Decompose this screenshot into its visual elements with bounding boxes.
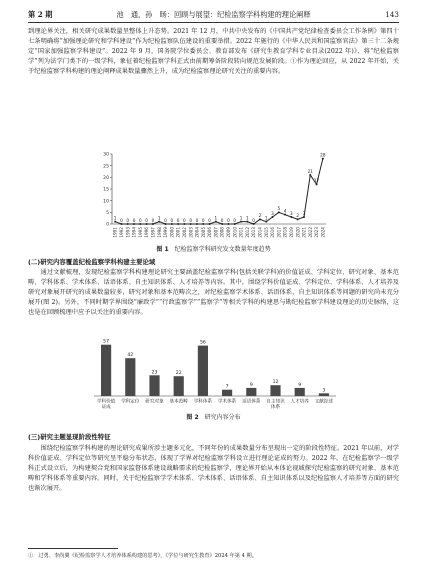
x-tick-label: 2016 xyxy=(270,227,276,238)
data-label: 2 xyxy=(258,213,262,219)
y-tick-label: 0 xyxy=(106,222,109,228)
category-label: 人才培养 xyxy=(290,399,309,405)
data-label: 0 xyxy=(151,217,155,223)
bar-value-label: 3 xyxy=(322,388,326,394)
paragraph-intro: 到理论界关注，相关研究成果数量呈整体上升态势。2021 年 12 月，中共中央发布的《中国共产党纪律检查委员会工作条例》第四十七条明确将“加强理论研究和学科建设”作为纪检监察队伍建设的重要举措。2022 年施行的《中华人民共和国监察官法》第三十二条规定“国家加强监察学科建设”。2022 年 9 月，国务院学位委员会、教育部发布《研究生教育学科专业目录(2022 年)》，将“纪检监察学”列为法学门类下的一级学科，象征着纪检监察学科正式由前期筹备阶段转向规范发展阶段。①作为理论回应，从 2022 年开始，关于纪检监察学科构建的理论阐释成果数量骤然上升，成为纪检监察理论研究关注的重要内容。 xyxy=(28,28,399,75)
data-label: 0 xyxy=(164,217,167,223)
bar xyxy=(149,375,159,396)
x-tick-label: 2017 xyxy=(276,227,282,238)
data-label: 1 xyxy=(245,215,249,221)
data-label: 0 xyxy=(227,217,230,223)
data-point xyxy=(202,223,204,225)
data-label: 0 xyxy=(183,217,186,223)
x-tick-label: 2009 xyxy=(226,227,232,238)
data-label: 1 xyxy=(113,215,117,221)
data-label: 17 xyxy=(313,178,320,184)
data-point xyxy=(146,223,148,225)
x-tick-label: 1999 xyxy=(163,227,169,238)
data-label: 0 xyxy=(195,217,199,223)
data-point xyxy=(209,223,211,225)
bar-value-label: 23 xyxy=(151,370,158,376)
x-tick-label: 2014 xyxy=(257,227,263,238)
paragraph-content-coverage: 通过文献梳理，发现纪检监察学科构建理论研究主要涵盖纪检监察学科(包括关联学科)的价值证成、学科定位、研究对象、基本范畴、学科体系、学术体系、话语体系、自主知识体系、人才培养等内容。其中，围绕学科价值证成、学科定位、学科体系、人才培养及研究对象展开研究的成果数量较多，研究对象和基本范畴次之，对纪检监察学术体系、话语体系、自主知识体系等问题的研究尚未充分展开(图 2)。另外，不同时期学界围绕“廉政学”“行政监察学”“监察学”等相关学科的构建思与勘纪检监察学科建设理论的历史脉络，这也是在回顾梳理中应予以关注的重要内容。 xyxy=(28,269,399,316)
x-tick-label: 2022 xyxy=(307,227,313,238)
category-label: 学科定位 xyxy=(121,399,140,405)
running-header xyxy=(28,8,399,23)
x-tick-label: 1998 xyxy=(156,227,162,238)
issue-number: 第 2 期 xyxy=(28,10,53,19)
bar-value-label: 57 xyxy=(103,339,110,345)
x-tick-label: 2011 xyxy=(238,227,244,238)
x-tick-label: 2020 xyxy=(295,227,301,238)
data-label: 0 xyxy=(189,217,193,223)
figure-1-title: 纪检监察学科研究发文数量年度趋势 xyxy=(174,246,271,253)
x-tick-label: 2002 xyxy=(181,227,187,238)
category-label: 学科价值 xyxy=(96,399,116,405)
data-label: 0 xyxy=(138,217,142,223)
running-title: 池 通，孙 旸：回顾与展望：纪检监察学科构建的理论阐释 xyxy=(116,10,311,19)
figure-2-bar-chart xyxy=(86,334,344,414)
data-label: 0 xyxy=(145,217,148,223)
data-point xyxy=(165,223,167,225)
data-point xyxy=(171,223,173,225)
bar xyxy=(319,393,329,396)
paragraph-stage-features: 围绕纪检监察学科构建的理论研究成果所涉主题多元化，不同年份的成果数量分布呈现出一定的阶段性特征。2021 年以前，对学科价值证成、学科定位等研究呈平稳分布状态，体现了学界对纪检监察学科设立进行理论证成的努力。2022 年，在纪检监察学一级学科正式设立后，为构建契合党和国家监督体系建设战略需求的纪检监察学，理论界开始从本体论视域探究纪检监察的研究对象、基本范畴和学科体系等重要内容。同时，关于纪检监察学学术体系、学术体系、话语体系、自主知识体系以及纪检监察人才培养等方面的研究也渐次展开。 xyxy=(28,445,399,492)
figure-1-number: 图 1 xyxy=(156,246,169,253)
data-label: 4 xyxy=(283,208,287,214)
data-point xyxy=(183,223,185,225)
bar-value-label: 9 xyxy=(249,382,253,388)
x-tick-label: 2000 xyxy=(169,227,175,238)
bar xyxy=(101,345,111,396)
data-point xyxy=(114,221,116,223)
data-point xyxy=(227,223,229,225)
data-point xyxy=(272,216,274,218)
data-point xyxy=(127,223,129,225)
x-tick-label: 2013 xyxy=(251,227,257,238)
bar xyxy=(246,388,256,396)
x-tick-label: 1997 xyxy=(150,227,156,238)
data-point xyxy=(297,218,299,220)
data-label: 0 xyxy=(220,217,224,223)
x-tick-label: 2008 xyxy=(219,227,225,238)
x-tick-label: 1991 xyxy=(112,227,118,238)
x-tick-label: 1994 xyxy=(131,227,137,238)
bar xyxy=(222,390,232,396)
x-tick-label: 2018 xyxy=(282,227,288,238)
data-point xyxy=(284,214,286,216)
figure-2-caption xyxy=(0,412,427,421)
x-tick-label: 1992 xyxy=(119,227,125,238)
data-point xyxy=(196,223,198,225)
bar-value-label: 7 xyxy=(225,384,229,390)
y-tick-label: 5 xyxy=(106,210,109,216)
x-tick-label: 2019 xyxy=(288,227,294,238)
data-point xyxy=(303,216,305,218)
x-tick-label: 1995 xyxy=(137,227,143,238)
data-label: 0 xyxy=(208,217,211,223)
bar-value-label: 12 xyxy=(272,380,279,386)
x-tick-label: 2015 xyxy=(263,227,269,238)
figure-2-title: 研究内容分布 xyxy=(204,414,241,421)
page-number: 143 xyxy=(385,10,399,19)
footnote: ① 过勇、李尚翼《纪检监察学人才培养体系构建的思考》，《学位与研究生教育》2024 年第 4 期。 xyxy=(28,553,257,559)
data-label: 5 xyxy=(277,206,281,212)
category-label: 文献综述 xyxy=(314,399,334,405)
data-label: 1 xyxy=(157,215,161,221)
y-tick-label: 20 xyxy=(103,175,109,181)
bar-value-label: 22 xyxy=(175,371,182,377)
bar xyxy=(295,388,305,396)
data-label: 0 xyxy=(132,217,136,223)
bar xyxy=(174,376,184,396)
bar-value-label: 56 xyxy=(199,340,206,346)
data-point xyxy=(120,223,122,225)
data-label: 3 xyxy=(302,210,306,216)
y-tick-label: 25 xyxy=(103,164,109,170)
x-tick-label: 2010 xyxy=(232,227,238,238)
data-point xyxy=(322,158,324,160)
x-tick-label: 2007 xyxy=(213,227,219,238)
section-heading-2: (二)研究内容覆盖纪检监察学科构建主要论域 xyxy=(28,258,156,266)
x-tick-label: 1993 xyxy=(125,227,131,238)
data-point xyxy=(152,223,154,225)
data-point xyxy=(259,218,261,220)
bar-value-label: 42 xyxy=(127,353,134,359)
data-point xyxy=(177,223,179,225)
figure-1-caption xyxy=(0,244,427,253)
data-point xyxy=(234,223,236,225)
x-tick-label: 2024 xyxy=(320,227,326,238)
category-label: 体系 xyxy=(270,405,281,411)
data-point xyxy=(133,223,135,225)
figure-2-number: 图 2 xyxy=(186,414,199,421)
data-point xyxy=(215,221,217,223)
data-label: 1 xyxy=(214,215,218,221)
category-label: 学科体系 xyxy=(193,399,213,405)
data-point xyxy=(290,216,292,218)
bar xyxy=(198,346,208,396)
data-point xyxy=(158,221,160,223)
data-label: 3 xyxy=(271,210,274,216)
category-label: 学术体系 xyxy=(217,399,237,405)
data-label: 1 xyxy=(239,215,243,221)
bar xyxy=(125,358,135,396)
data-point xyxy=(265,221,267,223)
category-label: 基本范畴 xyxy=(169,399,188,405)
data-point xyxy=(139,223,141,225)
x-tick-label: 2023 xyxy=(314,227,320,238)
x-tick-label: 2004 xyxy=(194,227,200,238)
data-point xyxy=(246,221,248,223)
x-tick-label: 2001 xyxy=(175,227,181,238)
x-tick-label: 2005 xyxy=(200,227,206,238)
data-label: 21 xyxy=(307,168,313,174)
data-label: 0 xyxy=(233,217,237,223)
x-tick-label: 2003 xyxy=(188,227,194,238)
footnote-rule xyxy=(28,548,118,549)
data-label: 0 xyxy=(252,217,255,223)
data-point xyxy=(316,183,318,185)
category-label: 研究对象 xyxy=(145,399,164,405)
x-tick-label: 2012 xyxy=(244,227,250,238)
data-label: 0 xyxy=(126,217,130,223)
category-label: 话语体系 xyxy=(242,399,261,405)
section-heading-3: (三)研究主题显现阶段性特征 xyxy=(28,433,111,441)
x-tick-label: 2021 xyxy=(301,227,307,238)
x-tick-label: 2006 xyxy=(207,227,213,238)
y-tick-label: 30 xyxy=(103,152,109,158)
y-tick-label: 10 xyxy=(103,199,109,205)
x-tick-label: 1996 xyxy=(144,227,150,238)
data-label: 0 xyxy=(201,217,205,223)
data-point xyxy=(278,211,280,213)
category-label: 证成 xyxy=(101,405,111,411)
data-label: 0 xyxy=(170,217,174,223)
data-point xyxy=(240,221,242,223)
data-label: 3 xyxy=(290,210,293,216)
data-point xyxy=(221,223,223,225)
data-label: 1 xyxy=(264,215,268,221)
bar xyxy=(270,385,280,396)
figure-1-line-chart xyxy=(96,148,332,248)
bar-value-label: 9 xyxy=(298,382,302,388)
data-point xyxy=(190,223,192,225)
category-label: 自主知识 xyxy=(266,399,285,405)
data-point xyxy=(309,174,311,176)
data-label: 0 xyxy=(176,217,180,223)
data-label: 2 xyxy=(296,213,300,219)
data-point xyxy=(253,223,255,225)
data-label: 28 xyxy=(320,152,326,158)
y-tick-label: 15 xyxy=(103,187,109,193)
data-label: 0 xyxy=(120,217,123,223)
